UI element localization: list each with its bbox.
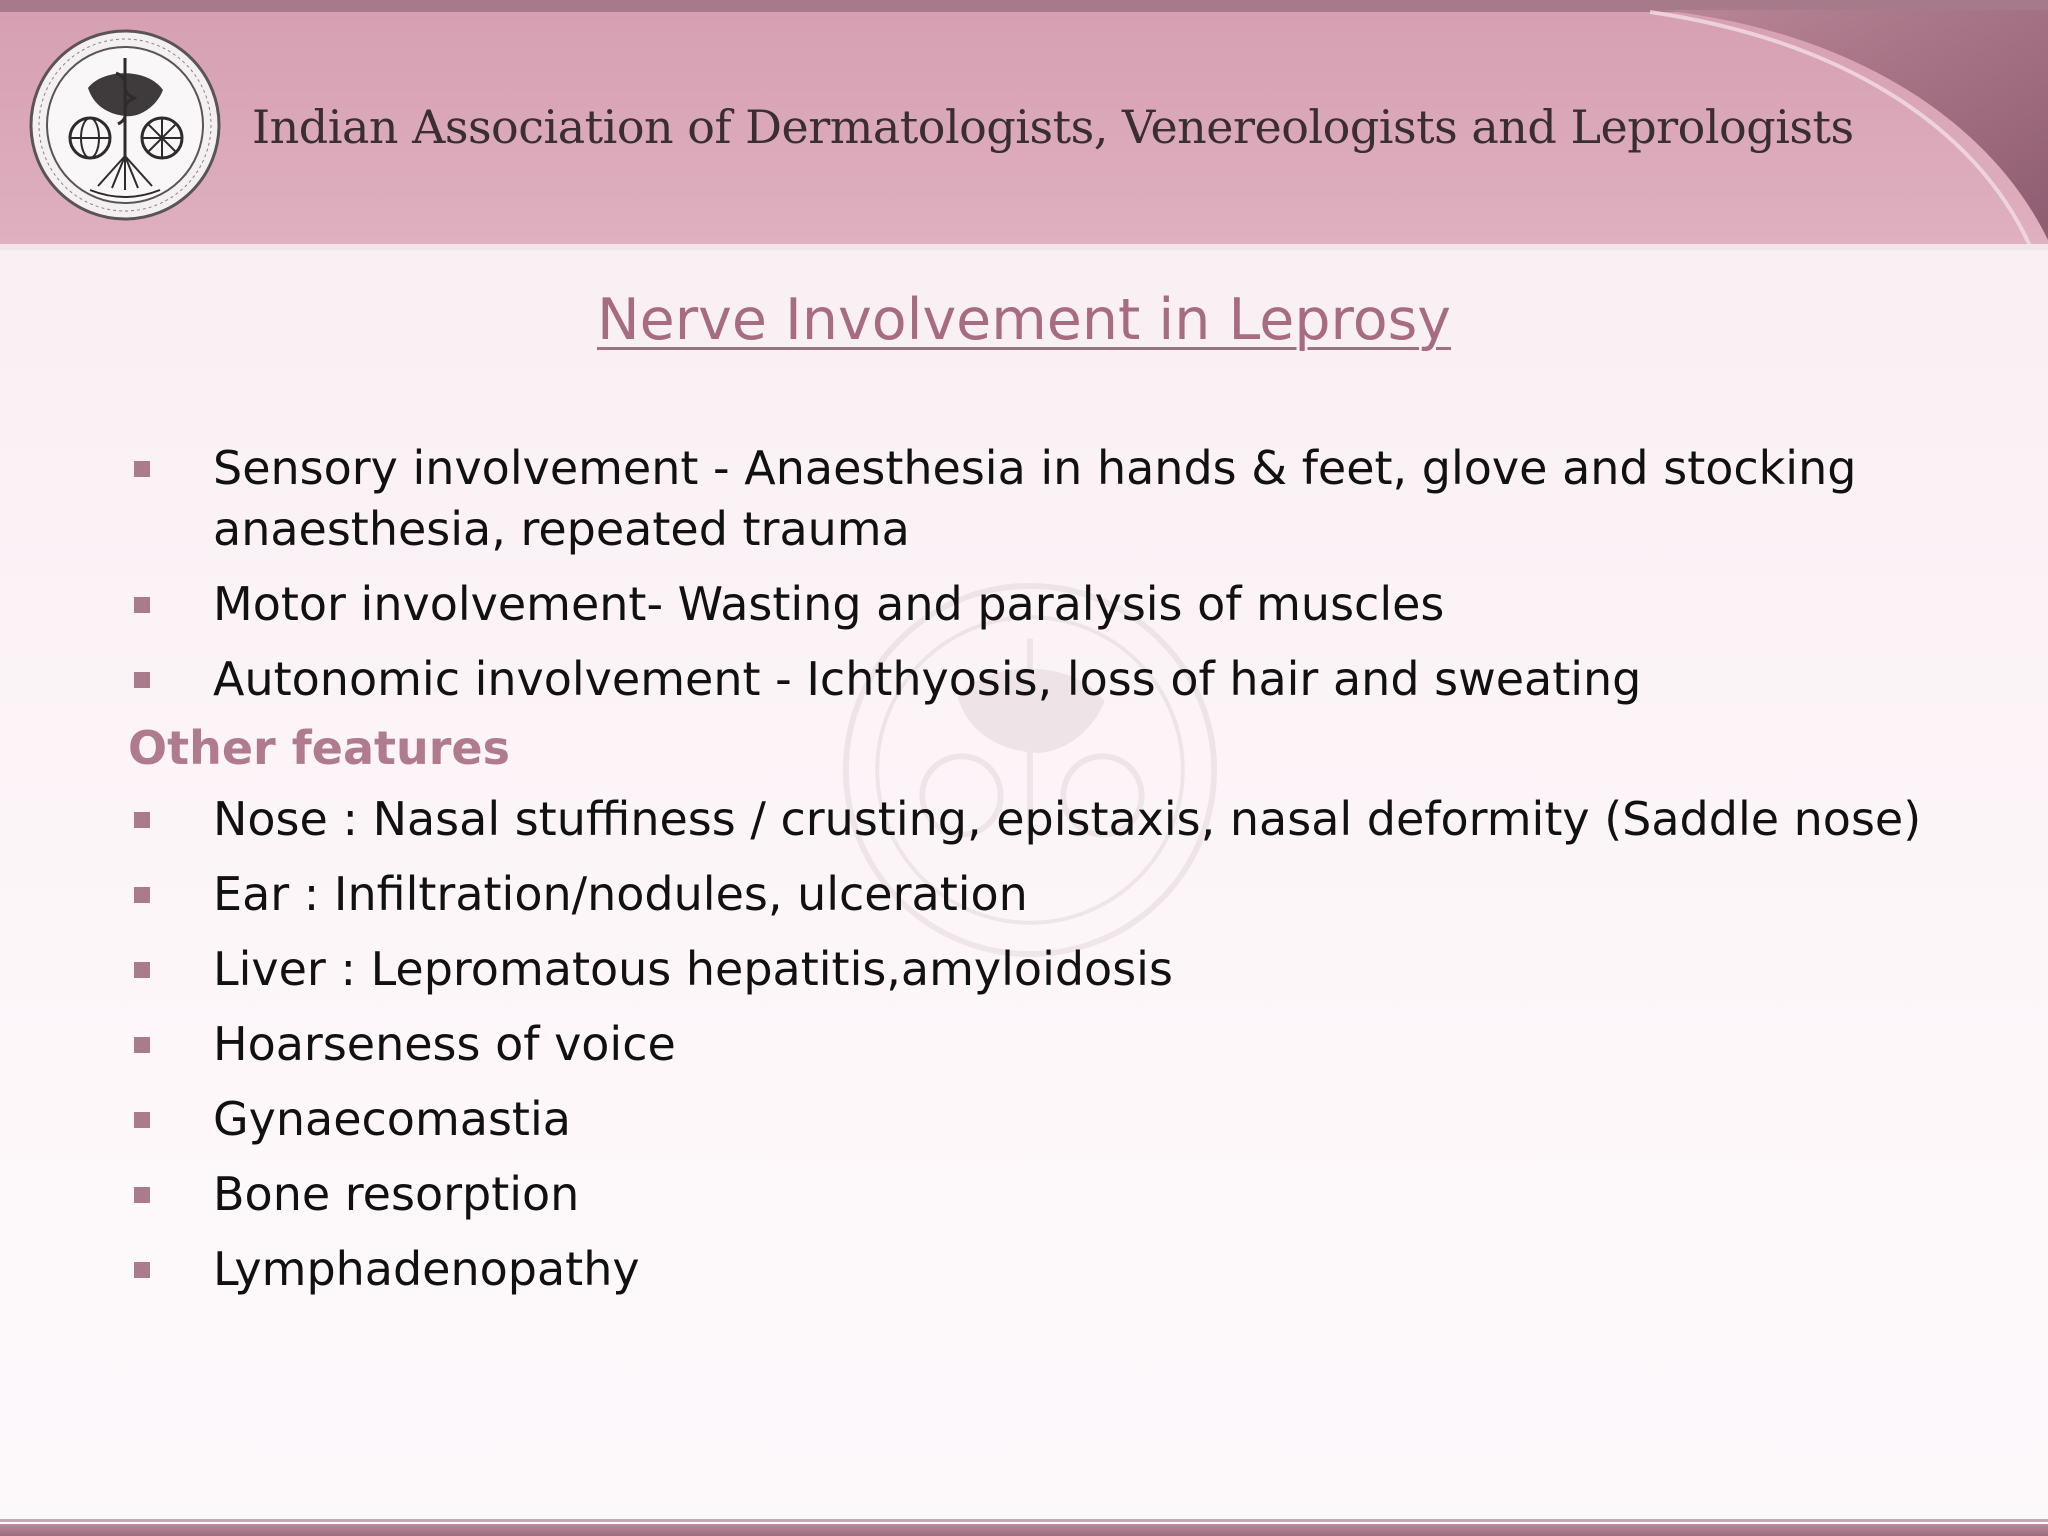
list-item-text: Hoarseness of voice	[213, 1017, 676, 1071]
iadvl-seal-icon	[28, 28, 222, 222]
list-item	[130, 1164, 1930, 1225]
list-item	[130, 1239, 1930, 1300]
list-item-text: Lymphadenopathy	[213, 1242, 640, 1296]
list-item-text: Nose : Nasal stuffiness / crusting, epistaxis, nasal deformity (Saddle nose)	[213, 792, 1922, 846]
list-item	[130, 574, 1930, 635]
list-item-text: Gynaecomastia	[213, 1092, 571, 1146]
square-bullet-icon	[134, 1037, 150, 1053]
list-item-text: Motor involvement- Wasting and paralysis of muscles	[213, 577, 1445, 631]
footer-divider	[0, 1519, 2048, 1522]
list-item-text: Sensory involvement - Anaesthesia in hands & feet, glove and stocking anaesthesia, repeated trauma	[213, 441, 1857, 556]
list-item-text: Bone resorption	[213, 1167, 580, 1221]
list-item-text: Autonomic involvement - Ichthyosis, loss of hair and sweating	[213, 652, 1642, 706]
list-item	[130, 1014, 1930, 1075]
square-bullet-icon	[134, 812, 150, 828]
square-bullet-icon	[134, 461, 150, 477]
other-features-list	[130, 789, 1930, 1300]
list-item-text: Ear : Infiltration/nodules, ulceration	[213, 867, 1028, 921]
square-bullet-icon	[134, 962, 150, 978]
footer-bar	[0, 1524, 2048, 1536]
list-item	[130, 789, 1930, 850]
square-bullet-icon	[134, 597, 150, 613]
square-bullet-icon	[134, 887, 150, 903]
square-bullet-icon	[134, 1112, 150, 1128]
list-item	[130, 1089, 1930, 1150]
slide-title: Nerve Involvement in Leprosy	[597, 287, 1451, 353]
list-item	[130, 438, 1930, 560]
square-bullet-icon	[134, 1262, 150, 1278]
nerve-involvement-list	[130, 438, 1930, 710]
list-item	[130, 939, 1930, 1000]
list-item-text: Liver : Lepromatous hepatitis,amyloidosis	[213, 942, 1173, 996]
other-features-heading: Other features	[128, 721, 510, 775]
list-item	[130, 649, 1930, 710]
list-item	[130, 864, 1930, 925]
square-bullet-icon	[134, 672, 150, 688]
organization-name: Indian Association of Dermatologists, Venereologists and Leprologists	[252, 100, 1854, 154]
square-bullet-icon	[134, 1187, 150, 1203]
slide-content	[130, 438, 1930, 1314]
